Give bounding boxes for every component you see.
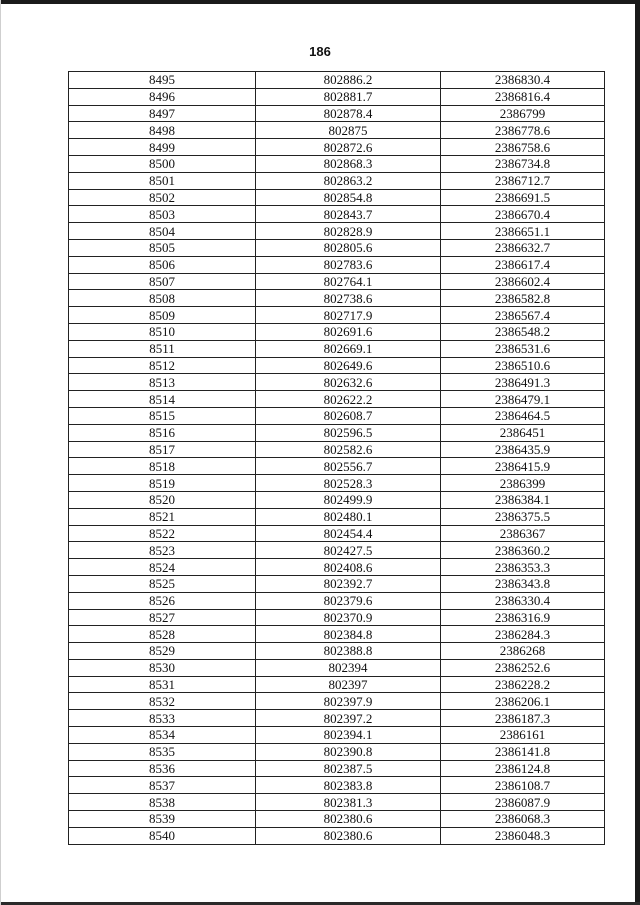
y-coordinate-cell: 2386778.6 [441,122,605,139]
y-coordinate-cell: 2386360.2 [441,542,605,559]
table-row [69,727,605,744]
y-coordinate-cell: 2386479.1 [441,391,605,408]
table-row [69,273,605,290]
point-id-cell: 8526 [69,592,256,609]
x-coordinate-cell: 802649.6 [256,357,441,374]
point-id-cell: 8537 [69,777,256,794]
x-coordinate-cell: 802717.9 [256,307,441,324]
table-row [69,676,605,693]
y-coordinate-cell: 2386734.8 [441,155,605,172]
table-row [69,827,605,844]
table-row [69,290,605,307]
x-coordinate-cell: 802608.7 [256,407,441,424]
point-id-cell: 8506 [69,256,256,273]
y-coordinate-cell: 2386830.4 [441,72,605,89]
point-id-cell: 8515 [69,407,256,424]
table-row [69,155,605,172]
x-coordinate-cell: 802622.2 [256,391,441,408]
y-coordinate-cell: 2386284.3 [441,626,605,643]
y-coordinate-cell: 2386375.5 [441,508,605,525]
x-coordinate-cell: 802408.6 [256,559,441,576]
table-row [69,643,605,660]
x-coordinate-cell: 802556.7 [256,458,441,475]
coordinates-table [68,71,605,845]
table-row [69,811,605,828]
table-row [69,710,605,727]
x-coordinate-cell: 802875 [256,122,441,139]
point-id-cell: 8509 [69,307,256,324]
point-id-cell: 8531 [69,676,256,693]
table-row [69,407,605,424]
y-coordinate-cell: 2386068.3 [441,811,605,828]
y-coordinate-cell: 2386651.1 [441,223,605,240]
point-id-cell: 8517 [69,441,256,458]
table-row [69,189,605,206]
table-row [69,592,605,609]
table-row [69,256,605,273]
point-id-cell: 8524 [69,559,256,576]
x-coordinate-cell: 802843.7 [256,206,441,223]
table-row [69,626,605,643]
point-id-cell: 8535 [69,743,256,760]
x-coordinate-cell: 802738.6 [256,290,441,307]
table-row [69,458,605,475]
y-coordinate-cell: 2386617.4 [441,256,605,273]
point-id-cell: 8496 [69,88,256,105]
point-id-cell: 8538 [69,794,256,811]
y-coordinate-cell: 2386758.6 [441,139,605,156]
point-id-cell: 8521 [69,508,256,525]
y-coordinate-cell: 2386206.1 [441,693,605,710]
table-row [69,391,605,408]
table-row [69,105,605,122]
y-coordinate-cell: 2386228.2 [441,676,605,693]
point-id-cell: 8501 [69,172,256,189]
point-id-cell: 8504 [69,223,256,240]
table-row [69,743,605,760]
point-id-cell: 8529 [69,643,256,660]
y-coordinate-cell: 2386548.2 [441,323,605,340]
table-row [69,307,605,324]
y-coordinate-cell: 2386632.7 [441,239,605,256]
y-coordinate-cell: 2386670.4 [441,206,605,223]
y-coordinate-cell: 2386108.7 [441,777,605,794]
x-coordinate-cell: 802886.2 [256,72,441,89]
table-row [69,441,605,458]
y-coordinate-cell: 2386582.8 [441,290,605,307]
x-coordinate-cell: 802427.5 [256,542,441,559]
x-coordinate-cell: 802397 [256,676,441,693]
table-row [69,72,605,89]
point-id-cell: 8536 [69,760,256,777]
table-row [69,357,605,374]
x-coordinate-cell: 802528.3 [256,475,441,492]
table-row [69,475,605,492]
point-id-cell: 8505 [69,239,256,256]
y-coordinate-cell: 2386602.4 [441,273,605,290]
point-id-cell: 8518 [69,458,256,475]
point-id-cell: 8525 [69,575,256,592]
x-coordinate-cell: 802596.5 [256,424,441,441]
table-row [69,575,605,592]
y-coordinate-cell: 2386124.8 [441,760,605,777]
x-coordinate-cell: 802392.7 [256,575,441,592]
point-id-cell: 8523 [69,542,256,559]
point-id-cell: 8510 [69,323,256,340]
y-coordinate-cell: 2386187.3 [441,710,605,727]
x-coordinate-cell: 802868.3 [256,155,441,172]
y-coordinate-cell: 2386330.4 [441,592,605,609]
y-coordinate-cell: 2386691.5 [441,189,605,206]
x-coordinate-cell: 802384.8 [256,626,441,643]
x-coordinate-cell: 802669.1 [256,340,441,357]
x-coordinate-cell: 802582.6 [256,441,441,458]
y-coordinate-cell: 2386712.7 [441,172,605,189]
y-coordinate-cell: 2386567.4 [441,307,605,324]
y-coordinate-cell: 2386161 [441,727,605,744]
point-id-cell: 8540 [69,827,256,844]
y-coordinate-cell: 2386491.3 [441,374,605,391]
point-id-cell: 8520 [69,491,256,508]
table-row [69,239,605,256]
x-coordinate-cell: 802370.9 [256,609,441,626]
x-coordinate-cell: 802397.2 [256,710,441,727]
y-coordinate-cell: 2386464.5 [441,407,605,424]
point-id-cell: 8539 [69,811,256,828]
point-id-cell: 8500 [69,155,256,172]
y-coordinate-cell: 2386268 [441,643,605,660]
table-row [69,122,605,139]
x-coordinate-cell: 802379.6 [256,592,441,609]
table-row [69,508,605,525]
y-coordinate-cell: 2386384.1 [441,491,605,508]
table-row [69,374,605,391]
table-row [69,88,605,105]
x-coordinate-cell: 802632.6 [256,374,441,391]
table-row [69,340,605,357]
point-id-cell: 8503 [69,206,256,223]
table-row [69,693,605,710]
y-coordinate-cell: 2386353.3 [441,559,605,576]
table-row [69,794,605,811]
point-id-cell: 8502 [69,189,256,206]
point-id-cell: 8507 [69,273,256,290]
point-id-cell: 8532 [69,693,256,710]
x-coordinate-cell: 802390.8 [256,743,441,760]
table-row [69,659,605,676]
table-row [69,172,605,189]
x-coordinate-cell: 802805.6 [256,239,441,256]
x-coordinate-cell: 802854.8 [256,189,441,206]
y-coordinate-cell: 2386141.8 [441,743,605,760]
point-id-cell: 8534 [69,727,256,744]
y-coordinate-cell: 2386510.6 [441,357,605,374]
table-row [69,559,605,576]
table-row [69,206,605,223]
x-coordinate-cell: 802863.2 [256,172,441,189]
x-coordinate-cell: 802380.6 [256,811,441,828]
scan-border-top [0,0,640,4]
x-coordinate-cell: 802394.1 [256,727,441,744]
y-coordinate-cell: 2386435.9 [441,441,605,458]
point-id-cell: 8514 [69,391,256,408]
x-coordinate-cell: 802480.1 [256,508,441,525]
point-id-cell: 8519 [69,475,256,492]
x-coordinate-cell: 802878.4 [256,105,441,122]
x-coordinate-cell: 802872.6 [256,139,441,156]
coordinates-table-body [69,72,605,845]
y-coordinate-cell: 2386531.6 [441,340,605,357]
point-id-cell: 8499 [69,139,256,156]
table-row [69,223,605,240]
table-row [69,491,605,508]
x-coordinate-cell: 802828.9 [256,223,441,240]
page-number: 186 [309,44,331,59]
x-coordinate-cell: 802499.9 [256,491,441,508]
y-coordinate-cell: 2386415.9 [441,458,605,475]
point-id-cell: 8511 [69,340,256,357]
point-id-cell: 8528 [69,626,256,643]
point-id-cell: 8512 [69,357,256,374]
point-id-cell: 8530 [69,659,256,676]
table-row [69,323,605,340]
x-coordinate-cell: 802881.7 [256,88,441,105]
x-coordinate-cell: 802387.5 [256,760,441,777]
table-row [69,542,605,559]
scan-border-left [0,0,1,905]
point-id-cell: 8498 [69,122,256,139]
x-coordinate-cell: 802383.8 [256,777,441,794]
y-coordinate-cell: 2386451 [441,424,605,441]
table-row [69,760,605,777]
x-coordinate-cell: 802381.3 [256,794,441,811]
x-coordinate-cell: 802394 [256,659,441,676]
point-id-cell: 8516 [69,424,256,441]
point-id-cell: 8513 [69,374,256,391]
point-id-cell: 8527 [69,609,256,626]
y-coordinate-cell: 2386799 [441,105,605,122]
y-coordinate-cell: 2386087.9 [441,794,605,811]
y-coordinate-cell: 2386048.3 [441,827,605,844]
table-row [69,139,605,156]
x-coordinate-cell: 802454.4 [256,525,441,542]
point-id-cell: 8522 [69,525,256,542]
x-coordinate-cell: 802691.6 [256,323,441,340]
y-coordinate-cell: 2386816.4 [441,88,605,105]
x-coordinate-cell: 802764.1 [256,273,441,290]
x-coordinate-cell: 802388.8 [256,643,441,660]
x-coordinate-cell: 802397.9 [256,693,441,710]
table-row [69,777,605,794]
y-coordinate-cell: 2386316.9 [441,609,605,626]
point-id-cell: 8508 [69,290,256,307]
table-row [69,609,605,626]
scan-border-right [635,0,640,905]
point-id-cell: 8497 [69,105,256,122]
point-id-cell: 8533 [69,710,256,727]
y-coordinate-cell: 2386399 [441,475,605,492]
x-coordinate-cell: 802380.6 [256,827,441,844]
y-coordinate-cell: 2386252.6 [441,659,605,676]
table-row [69,424,605,441]
point-id-cell: 8495 [69,72,256,89]
y-coordinate-cell: 2386343.8 [441,575,605,592]
y-coordinate-cell: 2386367 [441,525,605,542]
x-coordinate-cell: 802783.6 [256,256,441,273]
table-row [69,525,605,542]
